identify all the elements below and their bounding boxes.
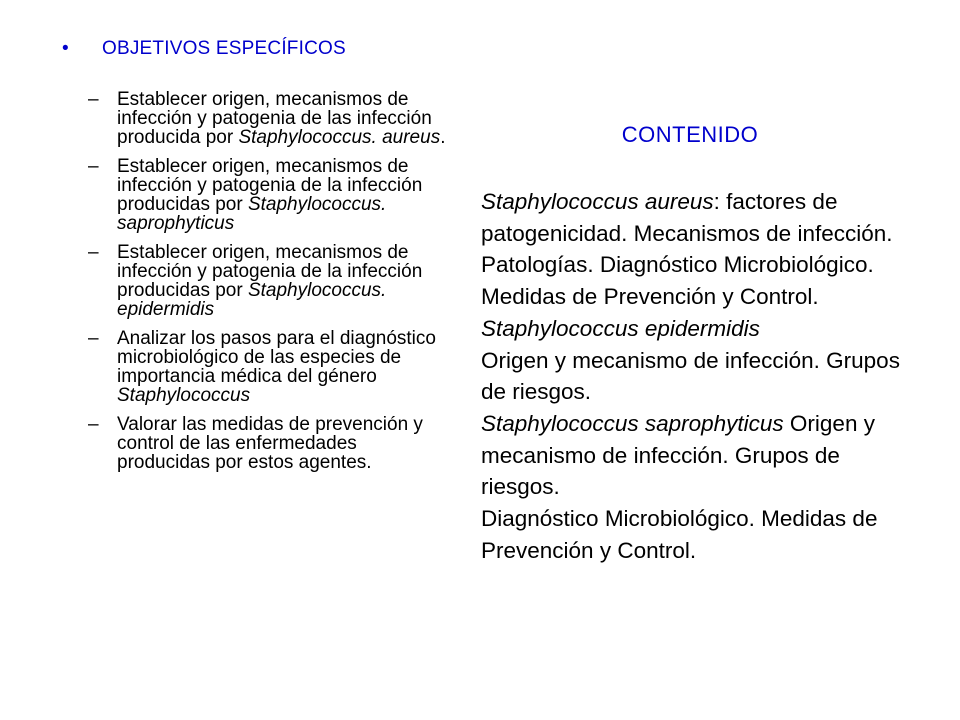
objective-species: Staphylococcus. epidermidis <box>117 280 387 320</box>
aureus-text: : factores de patogenicidad. Mecanismos de infección. Patologías. Diagnóstico Microbiológico. Medidas de Prevención y Control. <box>481 189 893 310</box>
objective-item <box>88 415 448 472</box>
objective-text: Analizar los pasos para el diagnóstico microbiológico de las especies de importancia médica del género <box>117 328 436 387</box>
species-epidermidis: Staphylococcus epidermidis <box>481 315 760 341</box>
objective-species: Staphylococcus. saprophyticus <box>117 194 387 234</box>
objective-item <box>88 243 448 319</box>
objectives-title: OBJETIVOS ESPECÍFICOS <box>102 38 346 59</box>
objective-text: Establecer origen, mecanismos de infección y patogenia de la infección producidas por <box>117 242 423 301</box>
closing-text: Diagnóstico Microbiológico. Medidas de Prevención y Control. <box>481 506 878 563</box>
dash-marker: – <box>88 156 99 177</box>
objective-suffix: . <box>440 127 446 148</box>
objective-item <box>88 157 448 233</box>
objective-text: Establecer origen, mecanismos de infección y patogenia de las infección producida por <box>117 89 432 148</box>
objective-text: Valorar las medidas de prevención y control de las enfermedades producidas por estos agentes. <box>117 414 423 473</box>
objective-item <box>88 90 448 147</box>
species-saprophyticus: Staphylococcus saprophyticus <box>481 410 784 436</box>
bullet-marker: • <box>62 38 69 59</box>
objectives-heading <box>62 38 346 60</box>
objective-text: Establecer origen, mecanismos de infección y patogenia de la infección producidas por <box>117 156 423 215</box>
dash-marker: – <box>88 328 99 349</box>
dash-marker: – <box>88 242 99 263</box>
objective-species: Staphylococcus <box>117 385 251 406</box>
saprophyticus-text: Origen y mecanismo de infección. Grupos de riesgos. <box>481 410 875 500</box>
objectives-list <box>88 90 448 482</box>
dash-marker: – <box>88 414 99 435</box>
objective-species: Staphylococcus. aureus <box>238 127 441 148</box>
contenido-title: CONTENIDO <box>621 122 759 147</box>
epidermidis-text: Origen y mecanismo de infección. Grupos de riesgos. <box>481 347 900 405</box>
species-aureus: Staphylococcus aureus <box>481 189 714 214</box>
dash-marker: – <box>88 89 99 110</box>
contenido-body <box>481 186 921 566</box>
objective-item <box>88 329 448 405</box>
